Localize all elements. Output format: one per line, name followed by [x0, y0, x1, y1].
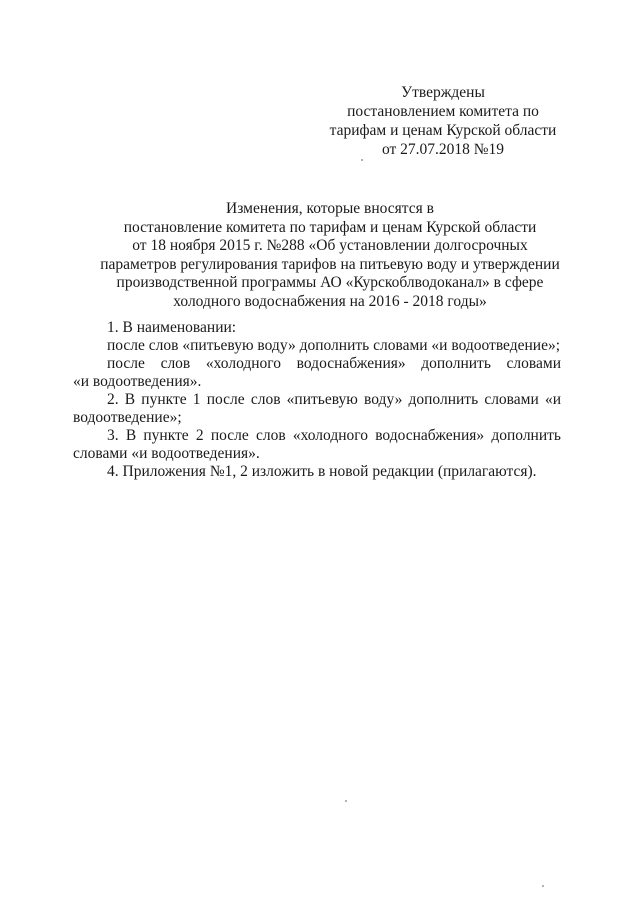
- item-1-line-2-cont: «и водоотведения».: [73, 373, 202, 390]
- item-3-line-1: 3. В пункте 2 после слов «холодного водоснабжения» дополнить: [107, 427, 561, 444]
- title-line-1: Изменения, которые вносятся в: [226, 200, 434, 217]
- scan-speck: [361, 159, 363, 161]
- approval-line-1: Утверждены: [401, 84, 485, 101]
- item-1-heading: 1. В наименовании:: [107, 319, 237, 336]
- document-body: [73, 319, 561, 481]
- title-line-2: постановление комитета по тарифам и ценам Курской области: [123, 218, 537, 236]
- item-2-line-2: водоотведение»;: [73, 409, 182, 426]
- item-2-line-1: 2. В пункте 1 после слов «питьевую воду» дополнить словами «и: [107, 391, 561, 408]
- item-1-line-1: после слов «питьевую воду» дополнить словами «и водоотведение»;: [107, 337, 561, 354]
- title-line-6: холодного водоснабжения на 2016 - 2018 годы»: [173, 292, 487, 310]
- item-1-line-2: после слов «холодного водоснабжения» дополнить словами: [107, 355, 561, 372]
- title-line-5: производственной программы АО «Курскоблводоканал» в сфере: [116, 274, 544, 292]
- title-line-3: от 18 ноября 2015 г. №288 «Об установлении долгосрочных: [132, 237, 528, 255]
- scan-speck: [345, 800, 347, 802]
- item-4: 4. Приложения №1, 2 изложить в новой редакции (прилагаются).: [107, 463, 537, 480]
- approval-line-2: постановлением комитета по: [347, 103, 539, 120]
- approval-line-3: тарифам и ценам Курской области: [329, 122, 557, 139]
- scan-speck: [542, 885, 544, 887]
- document-title: [90, 200, 570, 312]
- title-line-4: параметров регулирования тарифов на питьевую воду и утверждении: [100, 255, 560, 273]
- item-3-line-2: словами «и водоотведения».: [73, 445, 260, 462]
- approval-stamp: [318, 83, 568, 159]
- approval-line-4: от 27.07.2018 №19: [381, 141, 505, 158]
